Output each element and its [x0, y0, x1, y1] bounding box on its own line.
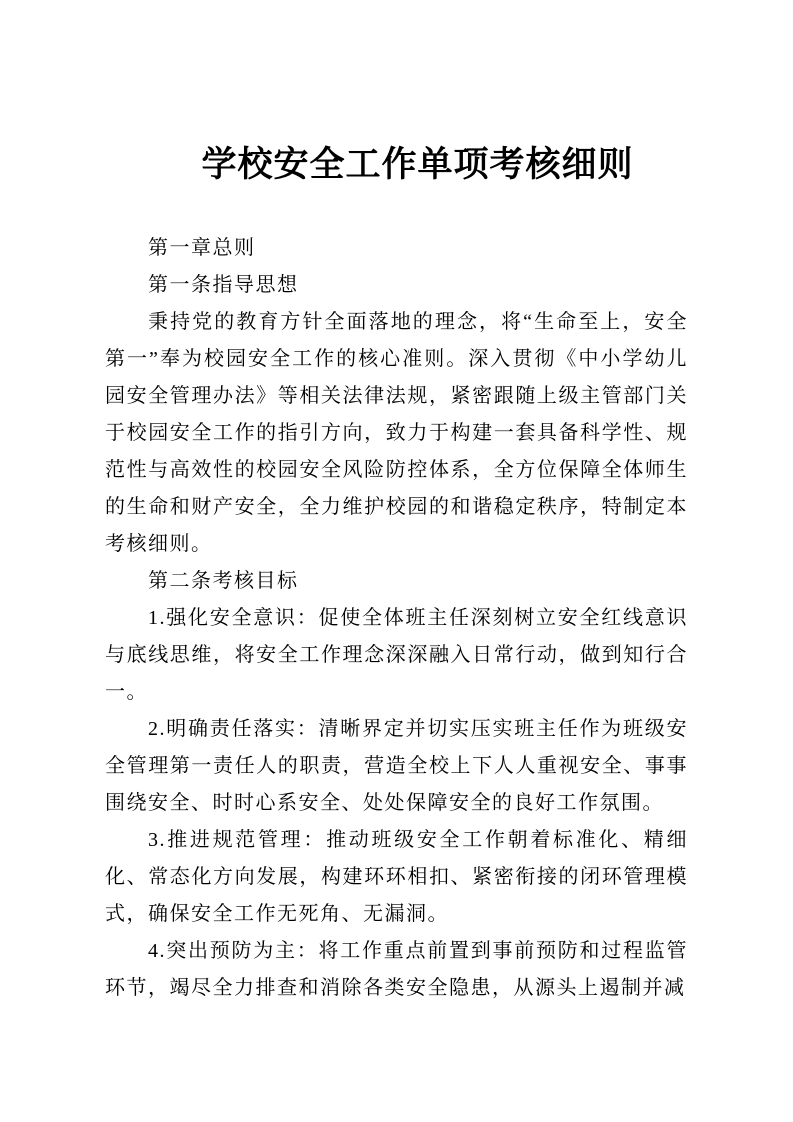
paragraph-goal-1: 1.强化安全意识：促使全体班主任深刻树立安全红线意识与底线思维，将安全工作理念深深融入日常行动，做到知行合一。 — [105, 607, 688, 703]
document-body — [105, 230, 688, 1007]
chapter-heading: 第一章总则 — [148, 237, 256, 259]
paragraph-goal-3: 3.推进规范管理：推动班级安全工作朝着标准化、精细化、常态化方向发展，构建环环相扣、紧密衔接的闭环管理模式，确保安全工作无死角、无漏洞。 — [105, 829, 688, 925]
paragraph-goal-2: 2.明确责任落实：清晰界定并切实压实班主任作为班级安全管理第一责任人的职责，营造全校上下人人重视安全、事事围绕安全、时时心系安全、处处保障安全的良好工作氛围。 — [105, 718, 688, 814]
paragraph-goal-4-truncated: 4.突出预防为主：将工作重点前置到事前预防和过程监管环节，竭尽全力排查和消除各类安全隐患，从源头上遏制并减 — [105, 940, 688, 999]
article-heading-guiding-ideology: 第一条指导思想 — [148, 274, 299, 296]
article-heading-assessment-goals: 第二条考核目标 — [148, 570, 299, 592]
paragraph-guiding-ideology: 秉持党的教育方针全面落地的理念，将“生命至上，安全第一”奉为校园安全工作的核心准则。深入贯彻《中小学幼儿园安全管理办法》等相关法律法规，紧密跟随上级主管部门关于校园安全工作的指引方向，致力于构建一套具备科学性、规范性与高效性的校园安全风险防控体系，全方位保障全体师生的生命和财产安全，全力维护校园的和谐稳定秩序，特制定本考核细则。 — [105, 311, 688, 555]
document-title: 学校安全工作单项考核细则 — [201, 145, 634, 184]
